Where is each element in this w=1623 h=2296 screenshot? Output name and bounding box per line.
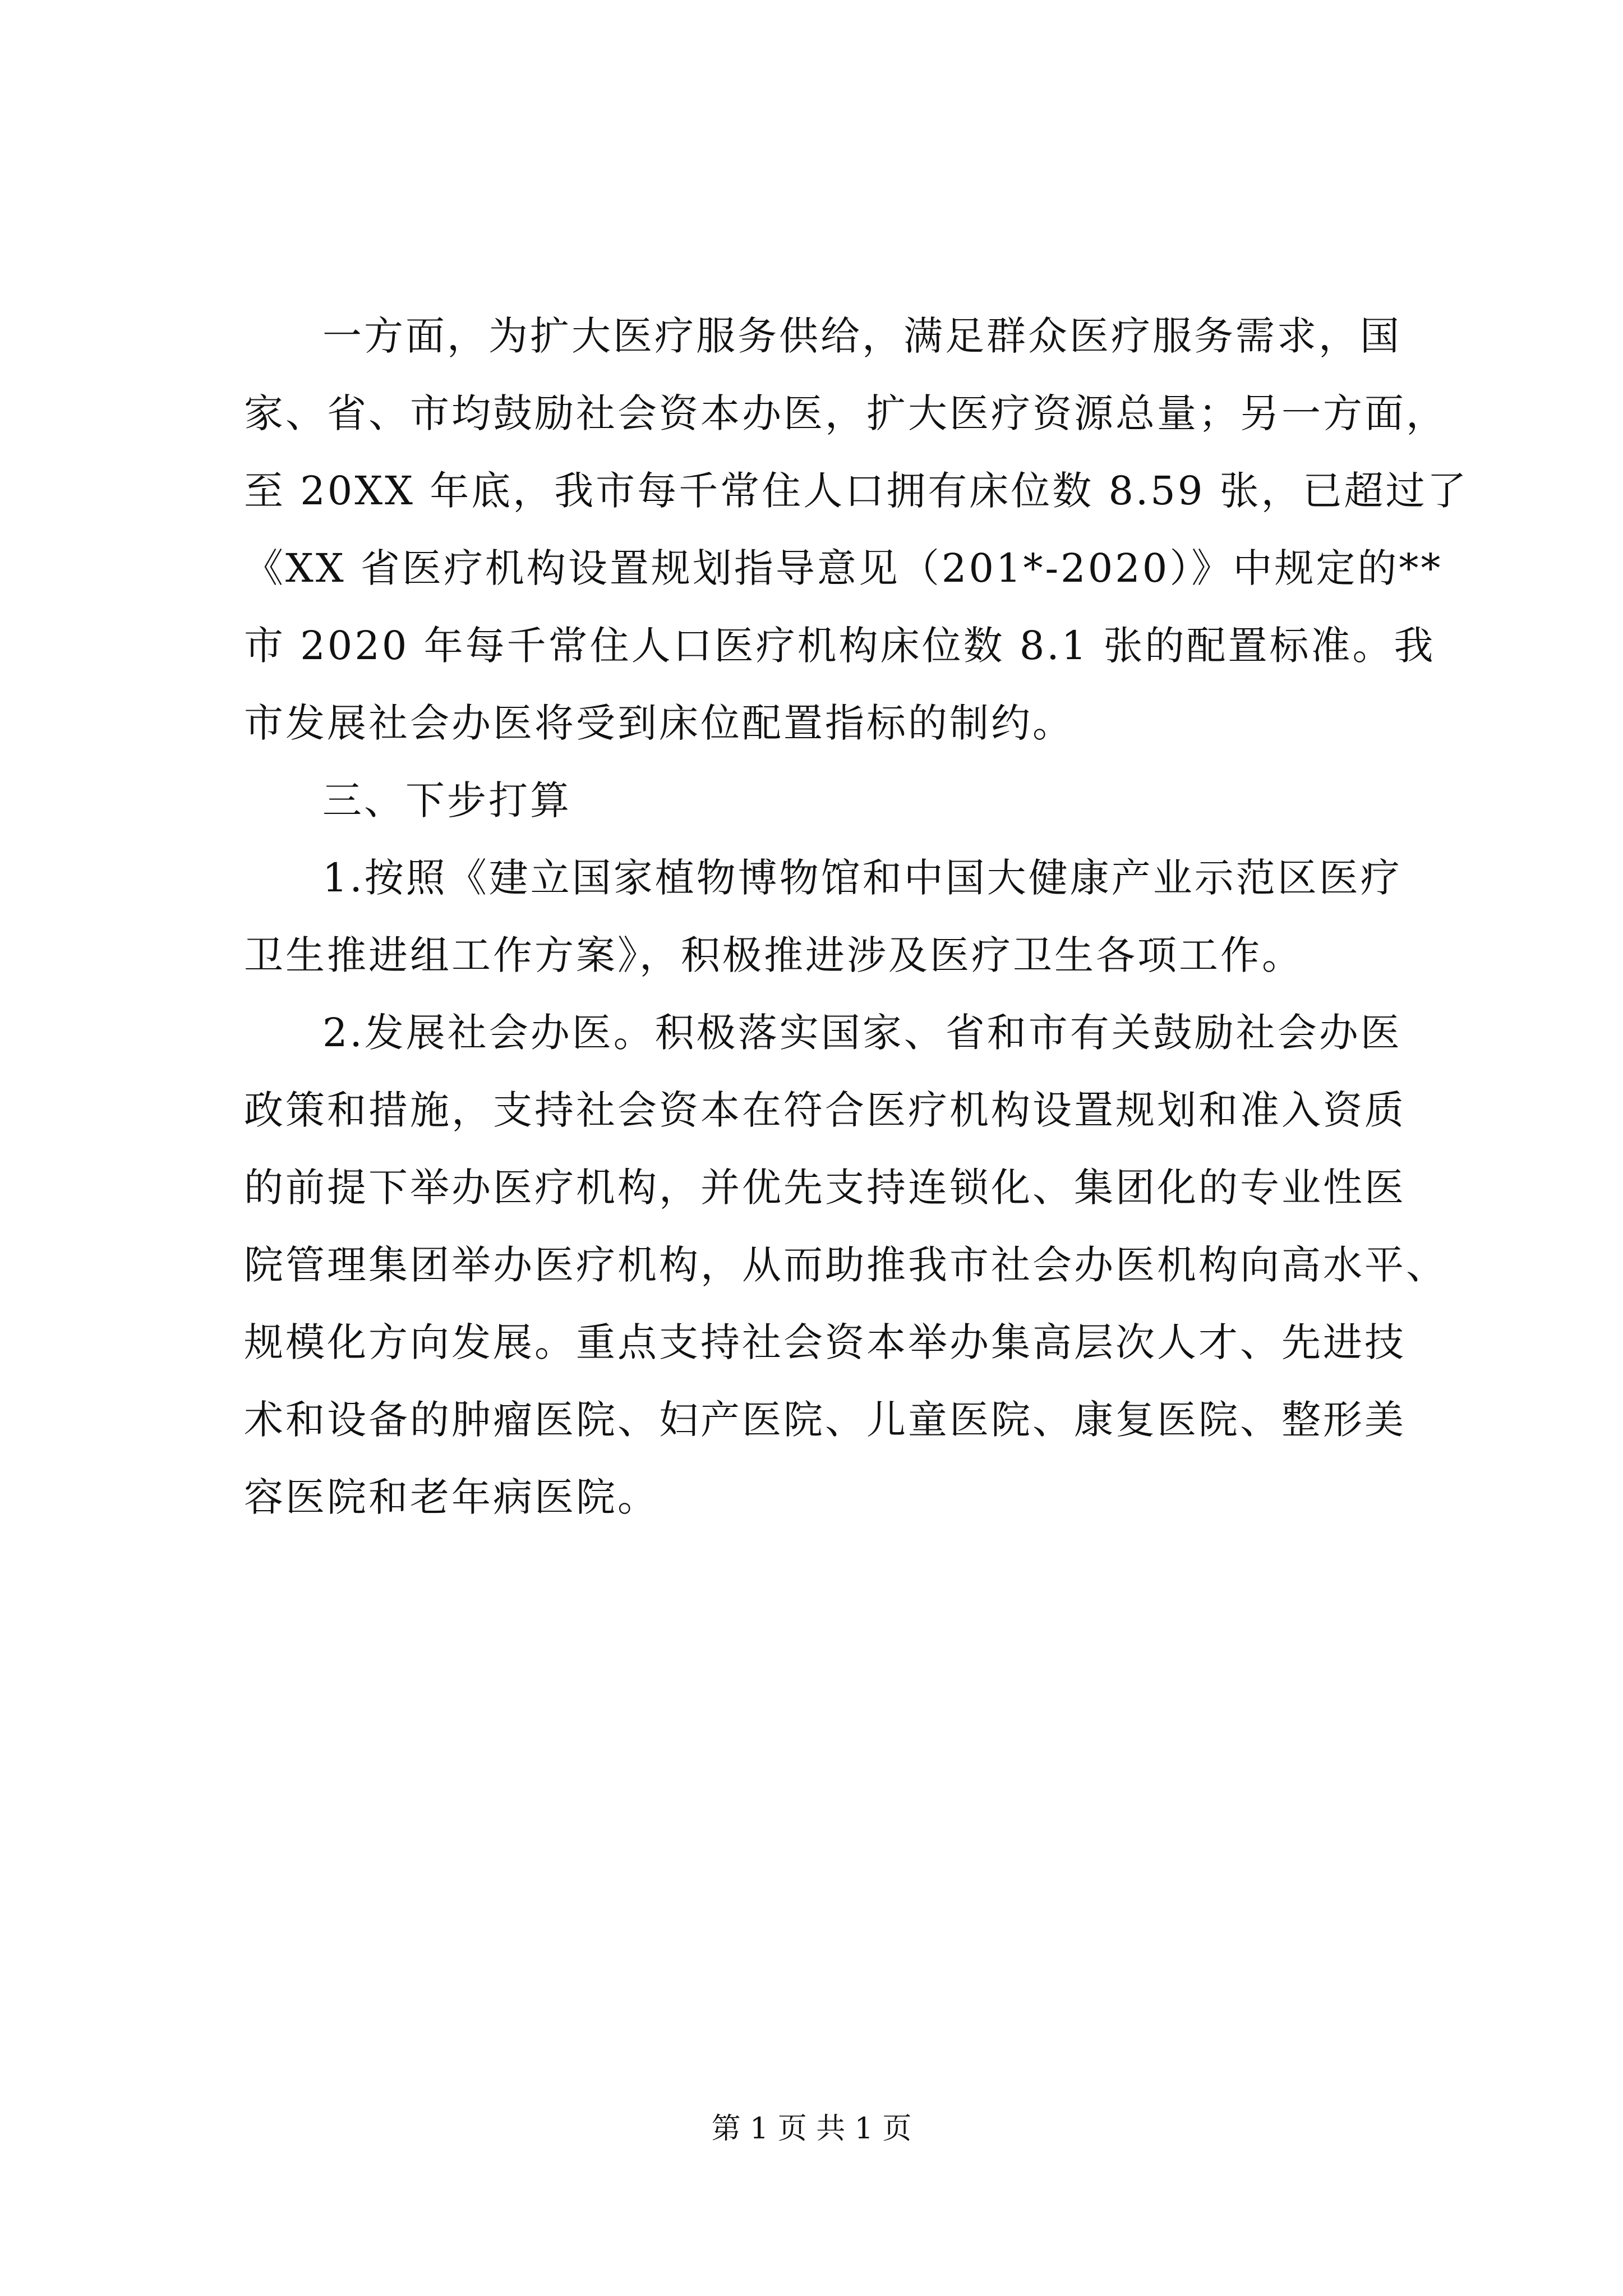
paragraph-line: 政策和措施，支持社会资本在符合医疗机构设置规划和准入资质 [244, 1087, 1406, 1133]
paragraph-line: 容医院和老年病医院。 [244, 1474, 659, 1520]
paragraph-line: 至 20XX 年底，我市每千常住人口拥有床位数 8.59 张，已超过了 [244, 468, 1469, 514]
paragraph-line: 一方面，为扩大医疗服务供给，满足群众医疗服务需求，国 [322, 313, 1401, 359]
paragraph-line: 的前提下举办医疗机构，并优先支持连锁化、集团化的专业性医 [244, 1165, 1406, 1211]
paragraph-line: 规模化方向发展。重点支持社会资本举办集高层次人才、先进技 [244, 1319, 1406, 1365]
page-footer: 第 1 页 共 1 页 [711, 2112, 912, 2146]
paragraph-line: 术和设备的肿瘤医院、妇产医院、儿童医院、康复医院、整形美 [244, 1397, 1406, 1443]
body-text [244, 297, 1469, 1536]
paragraph-line: 市发展社会办医将受到床位配置指标的制约。 [244, 700, 1074, 746]
section-heading: 三、下步打算 [322, 777, 571, 823]
paragraph-line: 家、省、市均鼓励社会资本办医，扩大医疗资源总量；另一方面， [244, 390, 1447, 436]
paragraph-line: 市 2020 年每千常住人口医疗机构床位数 8.1 张的配置标准。我 [244, 623, 1436, 669]
paragraph-line: 院管理集团举办医疗机构，从而助推我市社会办医机构向高水平、 [244, 1242, 1447, 1288]
paragraph-line: 卫生推进组工作方案》，积极推进涉及医疗卫生各项工作。 [244, 932, 1303, 978]
paragraph-line: 2.发展社会办医。积极落实国家、省和市有关鼓励社会办医 [322, 1010, 1402, 1056]
paragraph-line: 《XX 省医疗机构设置规划指导意见（201*-2020）》中规定的** [244, 545, 1443, 591]
paragraph-line: 1.按照《建立国家植物博物馆和中国大健康产业示范区医疗 [322, 855, 1402, 901]
